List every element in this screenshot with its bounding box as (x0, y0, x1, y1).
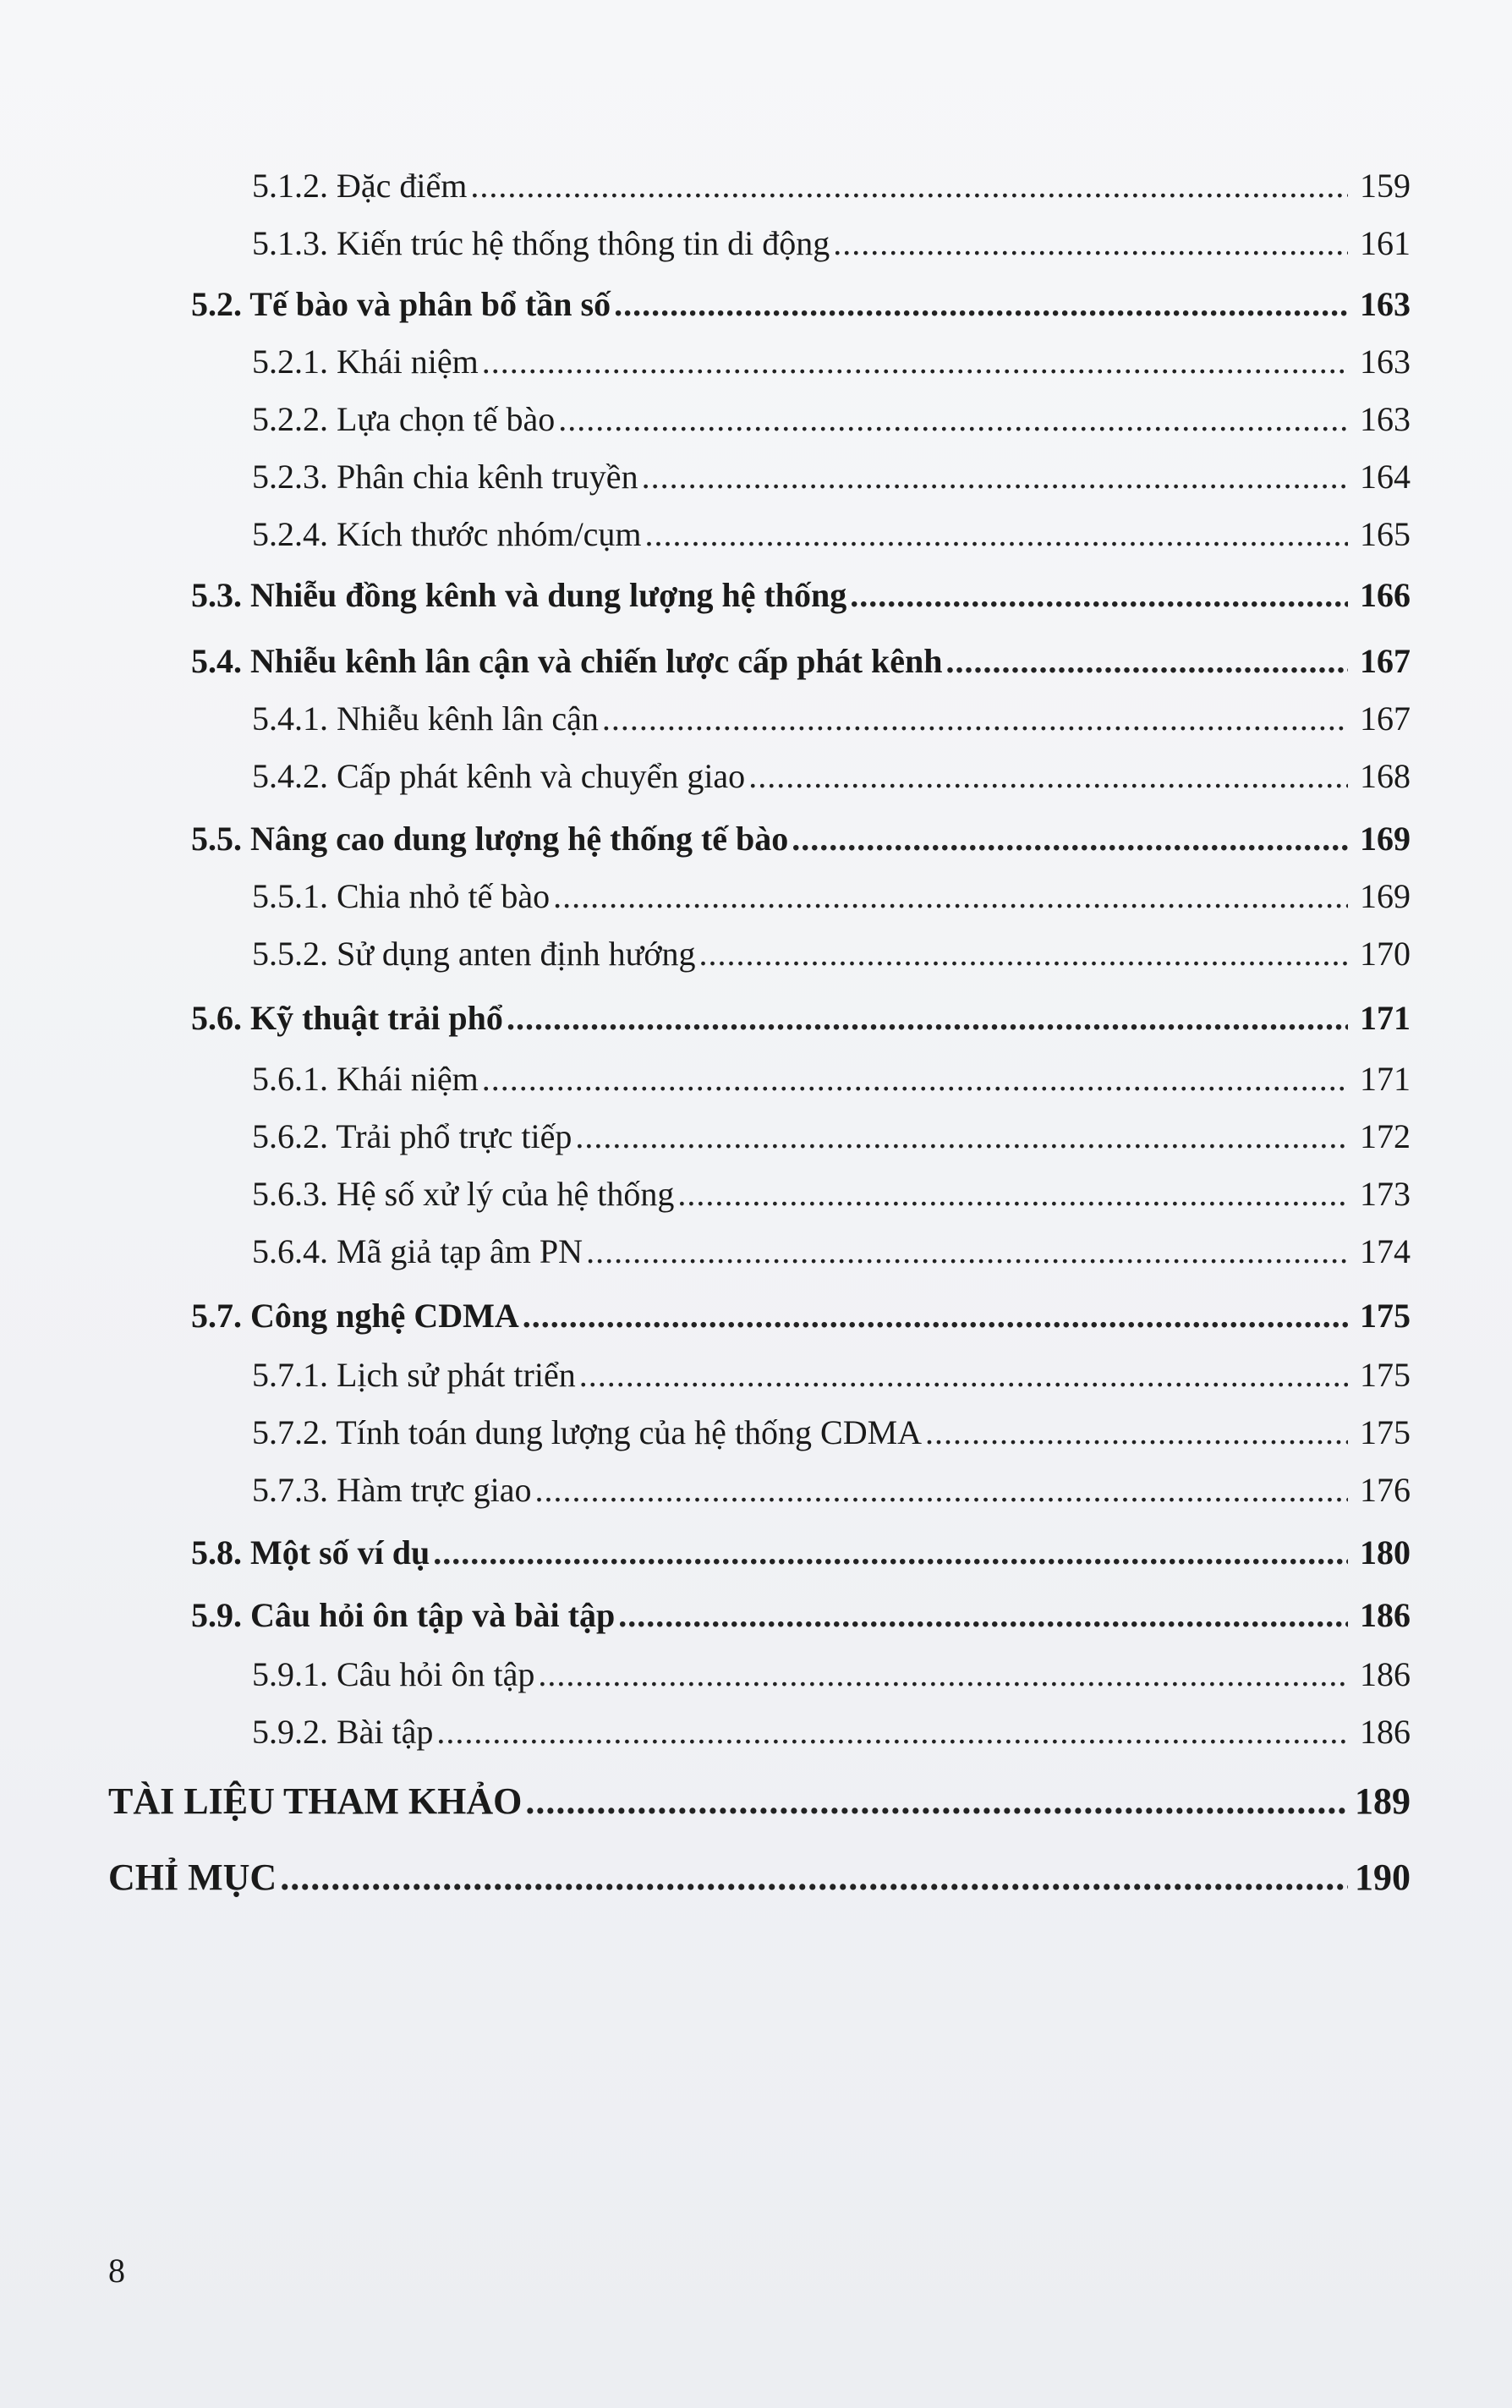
toc-entry-page: 175 (1360, 1297, 1411, 1335)
toc-entry[interactable] (252, 1707, 1411, 1758)
toc-entry-title: CHỈ MỤC (108, 1857, 277, 1898)
toc-entry-title: 5.2. Tế bào và phân bổ tần số (191, 285, 611, 323)
toc-leader-dots (558, 394, 1348, 445)
toc-entry-title: 5.2.2. Lựa chọn tế bào (252, 400, 556, 438)
toc-entry-page: 169 (1360, 877, 1411, 915)
toc-entry-page: 171 (1360, 999, 1411, 1037)
toc-entry[interactable] (252, 161, 1411, 211)
toc-entry-page: 186 (1360, 1655, 1411, 1693)
toc-leader-dots (535, 1465, 1349, 1516)
toc-entry-title: 5.1.2. Đặc điểm (252, 167, 468, 205)
toc-leader-dots (523, 1291, 1348, 1341)
toc-entry-page: 175 (1360, 1413, 1411, 1451)
toc-entry-page: 180 (1360, 1533, 1411, 1572)
toc-entry-title: 5.2.3. Phân chia kênh truyền (252, 458, 638, 496)
toc-entry-title: 5.5.1. Chia nhỏ tế bào (252, 877, 551, 915)
toc-entry[interactable] (252, 1111, 1411, 1162)
toc-leader-dots (850, 570, 1348, 621)
toc-leader-dots (579, 1350, 1348, 1401)
toc-entry-page: 166 (1360, 576, 1411, 614)
toc-entry-page: 163 (1360, 285, 1411, 323)
toc-leader-dots (482, 337, 1348, 387)
toc-leader-dots (436, 1707, 1348, 1758)
toc-entry[interactable] (191, 570, 1411, 621)
toc-entry[interactable] (252, 871, 1411, 922)
toc-entry[interactable] (252, 1649, 1411, 1700)
toc-entry[interactable] (191, 1528, 1411, 1578)
toc-entry[interactable] (108, 1776, 1411, 1827)
toc-leader-dots (482, 1054, 1348, 1105)
toc-entry[interactable] (252, 337, 1411, 387)
toc-entry[interactable] (252, 694, 1411, 744)
toc-leader-dots (946, 636, 1348, 687)
toc-entry-title: 5.7.1. Lịch sử phát triển (252, 1356, 576, 1394)
toc-entry[interactable] (252, 1407, 1411, 1458)
toc-entry-page: 186 (1360, 1596, 1411, 1634)
toc-entry-title: 5.5. Nâng cao dung lượng hệ thống tế bào (191, 820, 789, 858)
toc-entry-page: 167 (1360, 642, 1411, 680)
page-number: 8 (108, 2252, 125, 2290)
toc-entry-page: 161 (1360, 224, 1411, 262)
toc-leader-dots (586, 1226, 1348, 1277)
toc-entry[interactable] (252, 452, 1411, 502)
toc-entry-title: 5.4.2. Cấp phát kênh và chuyển giao (252, 757, 746, 795)
toc-leader-dots (642, 452, 1348, 502)
toc-entry[interactable] (252, 1054, 1411, 1105)
toc-entry-page: 169 (1360, 820, 1411, 858)
toc-entry-title: 5.7. Công nghệ CDMA (191, 1297, 519, 1335)
toc-entry-title: 5.9.2. Bài tập (252, 1713, 434, 1751)
toc-leader-dots (525, 1776, 1348, 1827)
toc-entry-title: 5.9. Câu hỏi ôn tập và bài tập (191, 1596, 616, 1634)
toc-leader-dots (280, 1852, 1348, 1903)
toc-leader-dots (833, 218, 1348, 269)
toc-leader-dots (645, 509, 1348, 560)
toc-entry[interactable] (252, 394, 1411, 445)
toc-leader-dots (553, 871, 1348, 922)
toc-leader-dots (614, 279, 1348, 330)
toc-leader-dots (748, 751, 1348, 802)
toc-entry-title: 5.5.2. Sử dụng anten định hướng (252, 935, 696, 973)
toc-entry-page: 168 (1360, 757, 1411, 795)
toc-entry[interactable] (252, 1169, 1411, 1220)
toc-entry-title: 5.8. Một số ví dụ (191, 1533, 430, 1572)
toc-leader-dots (925, 1407, 1348, 1458)
toc-entry[interactable] (252, 218, 1411, 269)
toc-leader-dots (618, 1590, 1348, 1641)
toc-entry-page: 170 (1360, 935, 1411, 973)
toc-entry[interactable] (252, 751, 1411, 802)
toc-entry[interactable] (191, 814, 1411, 864)
toc-entry-title: 5.4. Nhiễu kênh lân cận và chiến lược cấp phát kênh (191, 642, 943, 680)
toc-entry[interactable] (108, 1852, 1411, 1903)
toc-entry[interactable] (252, 929, 1411, 979)
toc-entry[interactable] (252, 1465, 1411, 1516)
toc-entry[interactable] (191, 279, 1411, 330)
toc-leader-dots (677, 1169, 1348, 1220)
toc-leader-dots (602, 694, 1348, 744)
toc-entry-title: 5.6.3. Hệ số xử lý của hệ thống (252, 1175, 675, 1213)
toc-entry-title: TÀI LIỆU THAM KHẢO (108, 1780, 523, 1822)
toc-entry[interactable] (191, 1291, 1411, 1341)
toc-leader-dots (699, 929, 1349, 979)
toc-leader-dots (433, 1528, 1348, 1578)
toc-entry-page: 171 (1360, 1060, 1411, 1098)
toc-entry-title: 5.4.1. Nhiễu kênh lân cận (252, 699, 599, 738)
toc-entry-title: 5.2.1. Khái niệm (252, 343, 479, 381)
toc-entry-page: 164 (1360, 458, 1411, 496)
toc-entry-title: 5.6. Kỹ thuật trải phổ (191, 999, 503, 1037)
toc-entry-page: 173 (1360, 1175, 1411, 1213)
toc-leader-dots (470, 161, 1348, 211)
toc-entry-title: 5.7.3. Hàm trực giao (252, 1471, 532, 1509)
toc-entry-page: 163 (1360, 343, 1411, 381)
toc-entry-page: 172 (1360, 1117, 1411, 1155)
toc-entry-page: 167 (1360, 699, 1411, 738)
toc-entry-title: 5.3. Nhiễu đồng kênh và dung lượng hệ thống (191, 576, 847, 614)
toc-leader-dots (538, 1649, 1348, 1700)
toc-leader-dots (792, 814, 1348, 864)
toc-entry-page: 186 (1360, 1713, 1411, 1751)
toc-leader-dots (507, 993, 1348, 1044)
toc-entry[interactable] (191, 993, 1411, 1044)
toc-entry-page: 176 (1360, 1471, 1411, 1509)
toc-entry-page: 163 (1360, 400, 1411, 438)
toc-entry[interactable] (252, 1350, 1411, 1401)
toc-entry-title: 5.6.2. Trải phổ trực tiếp (252, 1117, 572, 1155)
toc-entry-page: 175 (1360, 1356, 1411, 1394)
toc-entry-page: 159 (1360, 167, 1411, 205)
toc-entry-page: 165 (1360, 515, 1411, 553)
toc-entry-page: 174 (1360, 1232, 1411, 1270)
toc-entry-title: 5.6.1. Khái niệm (252, 1060, 479, 1098)
toc-entry[interactable] (191, 1590, 1411, 1641)
toc-entry[interactable] (252, 1226, 1411, 1277)
toc-entry-title: 5.9.1. Câu hỏi ôn tập (252, 1655, 535, 1693)
toc-leader-dots (575, 1111, 1348, 1162)
toc-entry-page: 190 (1355, 1857, 1411, 1898)
toc-entry-title: 5.7.2. Tính toán dung lượng của hệ thống CDMA (252, 1413, 923, 1451)
toc-entry[interactable] (252, 509, 1411, 560)
toc-entry-title: 5.6.4. Mã giả tạp âm PN (252, 1232, 583, 1270)
toc-entry-page: 189 (1355, 1780, 1411, 1822)
toc-entry-title: 5.2.4. Kích thước nhóm/cụm (252, 515, 642, 553)
toc-entry-title: 5.1.3. Kiến trúc hệ thống thông tin di động (252, 224, 830, 262)
toc-entry[interactable] (191, 636, 1411, 687)
